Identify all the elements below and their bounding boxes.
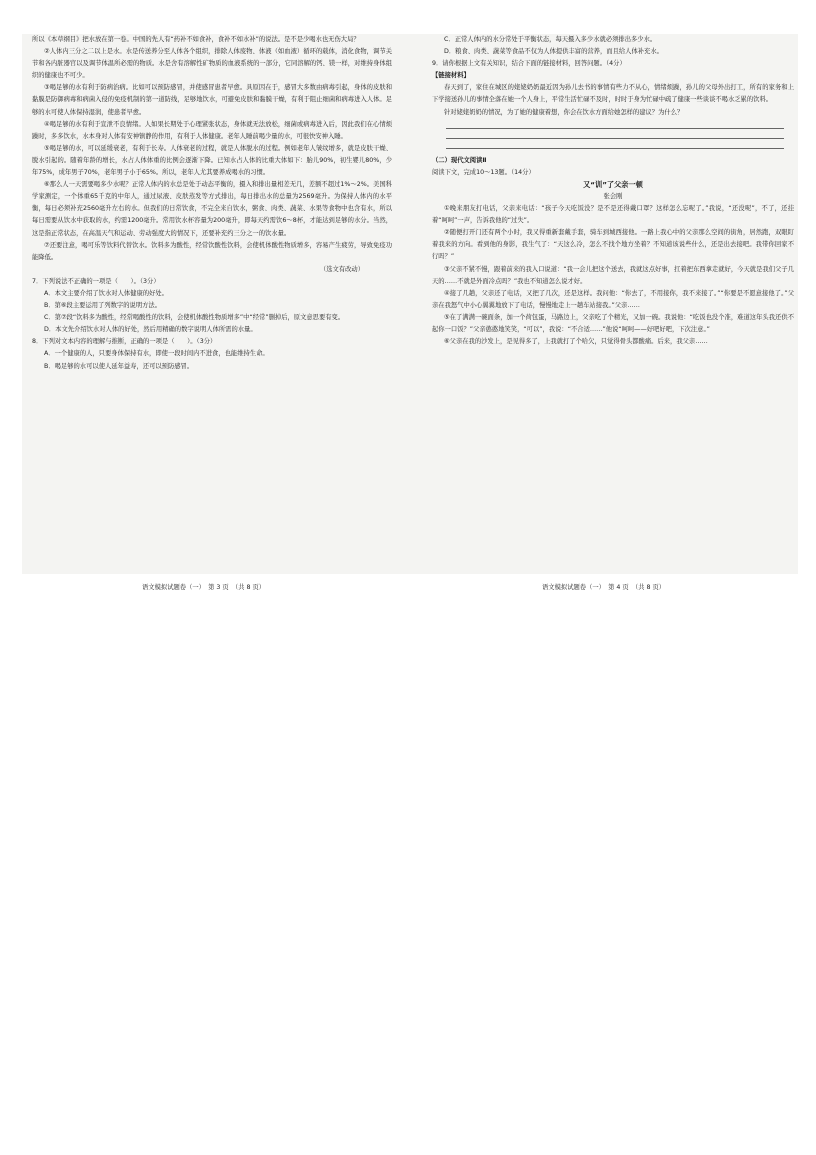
q8-option-c: C．正常人体内的水分常处于平衡状态，每天摄入多少水就必须排出多少水。 [444, 36, 657, 43]
q8-option-a: A．一个健康的人，只要身体保持有水，即使一段时间内不进食，也能维持生命。 [44, 350, 269, 358]
paragraph-2: ②人体内三分之二以上是水。水是传送养分至人体各个组织，排除人体废物、体液（如血液）循环的载体，消化食物，调节关节和各内脏器官以及调节体温所必需的物质。水是舍有溶解性矿物质的血液系统的一部分，它同溶解的钙、镁一样，对维持身体组织的健康也不可少。 [32, 48, 392, 80]
q8-option-d: D．粮食、肉类、蔬菜等食品不仅为人体提供丰富的营养，而且给人体补充水。 [444, 48, 663, 56]
answer-line[interactable] [446, 129, 784, 139]
q7-option-a: A．本文主要介绍了饮水对人体健康的好处。 [44, 289, 168, 297]
paragraph-1: 所以《本草纲目》把水放在第一卷。中国的先人有“药补不如食补，食补不如水补”的说法。是不是少喝水也无伤大局？ [32, 36, 360, 43]
link-material-label: 【链接材料】 [432, 72, 470, 80]
question-9-stem: 9．请你根据上文有关知识，结合下面的链接材料，回答问题。（4分） [432, 60, 626, 68]
section-heading: （二）现代文阅读Ⅱ [432, 156, 487, 164]
paragraph-7: ⑦还要注意，喝可乐等饮料代替饮水。饮料多为酸性，经常饮酸性饮料，会使机体酸性物质增多，容易产生疲劳，导致免疫功能降低。 [32, 241, 392, 261]
q7-option-c: C．第⑦段“饮料多为酸性，经常喝酸性的饮料，会使机体酸性物质增多”中“经常”删掉后，原文意思要有变。 [44, 314, 345, 322]
q7-option-d: D．本文先介绍饮水对人体的好处，然后用精确的数字说明人体所需的水量。 [44, 326, 257, 334]
article-author: 张会刚 [603, 192, 623, 200]
article-paragraph-1: ①晚来朋友打电话，父亲来电话：“孩子今天吃饭没？是不是还得戴口罩？这样怎么忘呢了。”我说，“还没呢”，不了，还挂着“呵呵”一声，告诉我他的“过失”。 [432, 205, 794, 225]
paragraph-6: ⑥那么人一天需要喝多少水呢？正常人体内的水总是处于动态平衡的，摄入和排出量相差无几，差额不超过1%～2%。美国科学家测定，一个体重65千克的中年人，通过尿液、皮肤蒸发等方式排出，每日排出水的总量为2569毫升。为保持人体内的水平衡，每日必须补充2560毫升左右的水。但我们的日常饮食，不完全来自饮水，粥食、肉类、蔬菜、水果等食物中也含有水，所以每日需要从饮水中获取的水，约需1200毫升。常用饮水杯容量为200毫升，即每天约需饮6～8杯，才能达到足够的水分。当然，这是指正常状态，在高温天气和运动、劳动强度大的情况下，还要补充约三分之一的饮水量。 [32, 181, 392, 237]
page-footer-left: 语文模拟试题卷（一） 第 3 页 （共 8 页） [142, 584, 266, 591]
question-9-prompt: 针对姥姥奶奶的情况，为了她的健康着想，你会在饮水方面给她怎样的建议？为什么？ [444, 108, 684, 116]
section-instruction: 阅读下文，完成10～13题。（14分） [432, 168, 535, 176]
article-paragraph-6: ⑥父亲在我的沙发上，是见得多了，上我就打了个哈欠，只觉得骨头都酸痛。后来，我父亲…… [444, 338, 708, 346]
question-7-stem: 7．下列说法不正确的一项是（ ）。（3分） [32, 277, 160, 285]
article-paragraph-4: ④接了几趟，父亲还了电话，又把了几次，还是这样。我问他：“你去了，不用接你，我不来接了。”“你要是不愿意接他了。”父亲在我怒气中小心翼翼地放下了电话，慢慢地走上一趟车站接我。”父亲…… [432, 289, 794, 309]
page-footer-right: 语文模拟试题卷（一） 第 4 页 （共 8 页） [542, 584, 666, 591]
article-title: 又“训”了父亲一顿 [583, 179, 643, 189]
left-column [32, 34, 392, 554]
q8-option-b: B．喝足够的水可以使人延年益寿，还可以预防感冒。 [44, 362, 194, 370]
answer-line[interactable] [446, 139, 784, 149]
article-paragraph-5: ⑤在了满满一碗面条，加一个荷包蛋，马路边上，父亲吃了个精光，又加一碗。我说他：“吃饭也没个准，难道这年头我还供不起你一口饭？”父亲憨憨地笑笑，“可以”，我说：“不合适……”他说“呵呵——好吧好吧，下次注意。” [432, 313, 794, 333]
paragraph-4: ④喝足够的水有利于宣泄不良情绪。人如果长期处于心理紧张状态，身体就无法放松，细菌或病毒进入后，因此我们在心情烦躁时，多多饮水，水本身对人体有安神镇静的作用，有利于人体健康。老年人睡前喝少量的水，可很快安神入睡。 [32, 120, 392, 140]
article-paragraph-3: ③父亲不紧不慢，跟着前来的我入口说道：“我一会儿把这个送去，我就这点好事，扛着把东西拿走就好，今天就是我们父子几天的……不就是外面冷点吗？”我也不知道怎么说才好。 [432, 265, 794, 285]
link-material-text: 春天到了，家住在城区的姥姥奶奶最近因为孙儿去书的事情有些力不从心，情绪烦躁，孙儿的父母外出打工，所有的家务和上下学接送孙儿的事情全落在她一个人身上，平常生活忙碌不及时，时时于身为忙碌中疏了健康一些谈谈不喝水乏累的饮料。 [432, 84, 794, 104]
exam-sheet [22, 34, 798, 591]
question-8-stem: 8．下列对文本内容的理解与推断，正确的一项是（ ）。（3分） [32, 338, 217, 346]
q7-option-b: B．第⑥段主要运用了列数字的说明方法。 [44, 302, 162, 310]
paragraph-5: ⑤喝足够的水，可以延缓衰老，有利于长寿。人体衰老的过程，就是人体脱水的过程。例如老年人皱纹增多，就是皮肤干燥、脱水引起的。随着年龄的增长，水占人体体重的比例会逐渐下降。已知水占人体的比重大体如下：胎儿90%，初生婴儿80%，少年75%，成年男子70%，老年男子小于65%。所以，老年人尤其要养成喝水的习惯。 [32, 144, 392, 177]
paragraph-3: ③喝足够的水有利于防病治病。比如可以预防感冒，并使感冒患者早愈。具原因在于，感冒大多数由病毒引起，身体的皮肤和黏膜是防御病毒和病菌入侵的免疫机制的第一道防线，足够地饮水，可避免皮肤和黏膜干燥，有利于阻止细菌和病毒进入人体。足够的水可使人体保持湿润，使患者早愈。 [32, 84, 392, 116]
source-note: （选文有改动） [319, 265, 364, 273]
article-paragraph-2: ②随便打开门还有两个小时，我又得重新套戴手套，骑车到城西接他。一路上我心中的父亲那么空间的街角，居然跑，双眼盯着我来的方向。看到他的身影，我生气了：“天这么冷，怎么不找个地方坐着？不知道该说些什么，还是出去接吧。我带你回家不行吗？” [432, 229, 794, 261]
answer-line[interactable] [446, 119, 784, 129]
right-column [432, 34, 794, 554]
